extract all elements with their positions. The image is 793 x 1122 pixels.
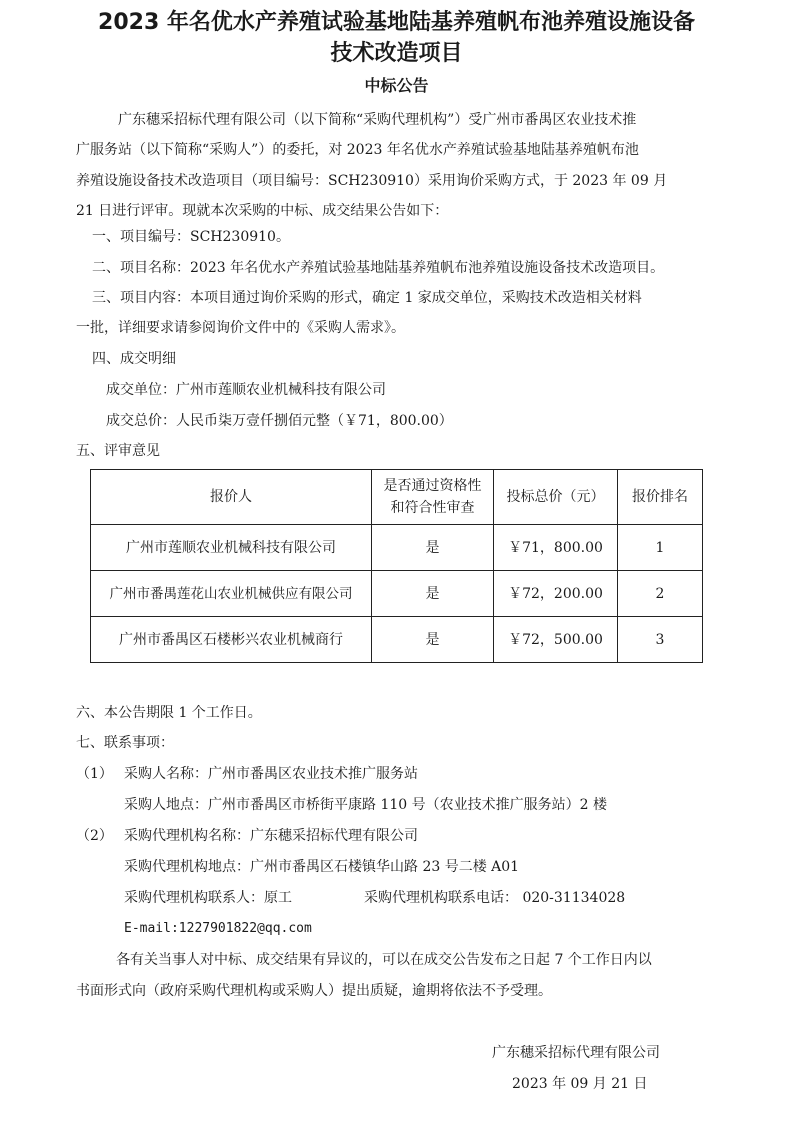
section-notice-period: 六、本公告期限 1 个工作日。	[76, 705, 262, 721]
closing-line: 书面形式向（政府采购代理机构或采购人）提出质疑，逾期将依法不予受理。	[76, 983, 552, 999]
cell-price: ￥71，800.00	[494, 525, 618, 571]
page-title-line1: 2023 年名优水产养殖试验基地陆基养殖帆布池养殖设施设备	[98, 10, 695, 35]
header-rank: 报价排名	[618, 470, 703, 525]
intro-line: 养殖设施设备技术改造项目（项目编号：SCH230910）采用询价采购方式，于 2023 年 09 月	[76, 173, 668, 189]
cell-bidder: 广州市番禺莲花山农业机械供应有限公司	[91, 571, 372, 617]
cell-rank: 3	[618, 617, 703, 663]
intro-line: 广服务站（以下简称“采购人”）的委托，对 2023 年名优水产养殖试验基地陆基养殖帆布池	[76, 142, 639, 158]
table-row	[91, 525, 703, 571]
header-bidder: 报价人	[91, 470, 372, 525]
table-header-row	[91, 470, 703, 525]
cell-bidder: 广州市番禺区石楼彬兴农业机械商行	[91, 617, 372, 663]
signature-date: 2023 年 09 月 21 日	[512, 1076, 648, 1092]
cell-rank: 2	[618, 571, 703, 617]
cell-bidder: 广州市莲顺农业机械科技有限公司	[91, 525, 372, 571]
section-contacts: 七、联系事项：	[76, 735, 174, 751]
agency-phone: 采购代理机构联系电话： 020-31134028	[364, 890, 626, 906]
section-project-content: 三、项目内容：本项目通过询价采购的形式，确定 1 家成交单位，采购技术改造相关材料	[92, 290, 642, 306]
intro-line: 广东穗采招标代理有限公司（以下简称“采购代理机构”）受广州市番禺区农业技术推	[118, 112, 637, 128]
winning-supplier: 成交单位：广州市莲顺农业机械科技有限公司	[106, 382, 386, 398]
agency-name: 采购代理机构名称：广东穗采招标代理有限公司	[124, 828, 418, 844]
intro-line: 21 日进行评审。现就本次采购的中标、成交结果公告如下：	[76, 203, 449, 219]
closing-line: 各有关当事人对中标、成交结果有异议的，可以在成交公告发布之日起 7 个工作日内以	[116, 952, 652, 968]
cell-rank: 1	[618, 525, 703, 571]
section-review-opinion: 五、评审意见	[76, 443, 160, 459]
purchaser-address: 采购人地点：广州市番禺区市桥街平康路 110 号（农业技术推广服务站）2 楼	[124, 797, 607, 813]
header-total-price: 投标总价（元）	[494, 470, 618, 525]
agency-contact-person: 采购代理机构联系人：原工	[124, 890, 292, 906]
cell-qualification: 是	[372, 571, 494, 617]
page-title-line2: 技术改造项目	[330, 41, 463, 66]
winning-total: 成交总价：人民币柒万壹仟捌佰元整（￥71，800.00）	[106, 413, 453, 429]
cell-price: ￥72，500.00	[494, 617, 618, 663]
table-row	[91, 571, 703, 617]
section-project-number: 一、项目编号：SCH230910。	[92, 229, 290, 245]
bid-results-table	[90, 469, 703, 663]
signature-organization: 广东穗采招标代理有限公司	[492, 1045, 660, 1061]
agency-address: 采购代理机构地点：广州市番禺区石楼镇华山路 23 号二楼 A01	[124, 859, 520, 875]
section-project-content-cont: 一批，详细要求请参阅询价文件中的《采购人需求》。	[76, 320, 405, 336]
cell-qualification: 是	[372, 525, 494, 571]
contact-2-number: （2）	[76, 828, 113, 844]
contact-1-number: （1）	[76, 766, 113, 782]
cell-qualification: 是	[372, 617, 494, 663]
section-deal-details: 四、成交明细	[92, 351, 176, 367]
purchaser-name: 采购人名称：广州市番禺区农业技术推广服务站	[124, 766, 418, 782]
cell-price: ￥72，200.00	[494, 571, 618, 617]
page-subtitle: 中标公告	[364, 76, 429, 95]
table-row	[91, 617, 703, 663]
header-qualification: 是否通过资格性和符合性审查	[372, 470, 494, 525]
section-project-name: 二、项目名称：2023 年名优水产养殖试验基地陆基养殖帆布池养殖设施设备技术改造项目。	[92, 260, 665, 276]
agency-email: E-mail:1227901822@qq.com	[124, 921, 312, 936]
